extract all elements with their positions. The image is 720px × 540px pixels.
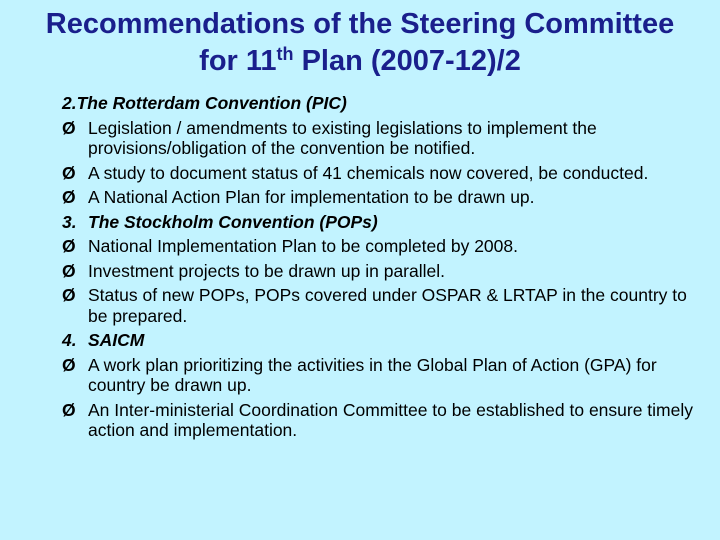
bullet-arrow-icon: Ø [62, 187, 76, 207]
slide-title [0, 6, 720, 80]
list-item: Ø A National Action Plan for implementation to be drawn up. [62, 187, 535, 207]
list-item: Ø Status of new POPs, POPs covered under OSPAR & LRTAP in the country to be prepared. [62, 285, 687, 326]
list-item: Ø Investment projects to be drawn up in parallel. [62, 260, 445, 281]
bullet-arrow-icon: Ø [62, 260, 76, 281]
list-item: Ø National Implementation Plan to be completed by 2008. [62, 236, 518, 256]
list-item: Ø An Inter-ministerial Coordination Committee to be established to ensure timely action and implementation. [62, 399, 694, 440]
bullet-arrow-icon: Ø [62, 162, 76, 183]
title-line-2: for 11th Plan (2007-12)/2 [199, 44, 521, 77]
bullet-arrow-icon: Ø [62, 236, 76, 256]
list-item: Ø A study to document status of 41 chemicals now covered, be conducted. [62, 162, 649, 183]
bullet-arrow-icon: Ø [62, 285, 76, 305]
section-heading-pic: 2.The Rotterdam Convention (PIC) [62, 93, 347, 113]
bullet-arrow-icon: Ø [62, 354, 76, 375]
list-item: Ø A work plan prioritizing the activities in the Global Plan of Action (GPA) for country be drawn up. [62, 354, 657, 395]
section-heading-pops: 3. The Stockholm Convention (POPs) [62, 211, 378, 232]
list-item: Ø Legislation / amendments to existing legislations to implement the provisions/obligation of the convention be notified. [62, 117, 597, 158]
bullet-arrow-icon: Ø [62, 399, 76, 420]
section-heading-saicm: 4. SAICM [62, 330, 145, 350]
slide-body [62, 93, 702, 445]
bullet-arrow-icon: Ø [62, 117, 76, 138]
title-line-1: Recommendations of the Steering Committee [45, 8, 675, 40]
